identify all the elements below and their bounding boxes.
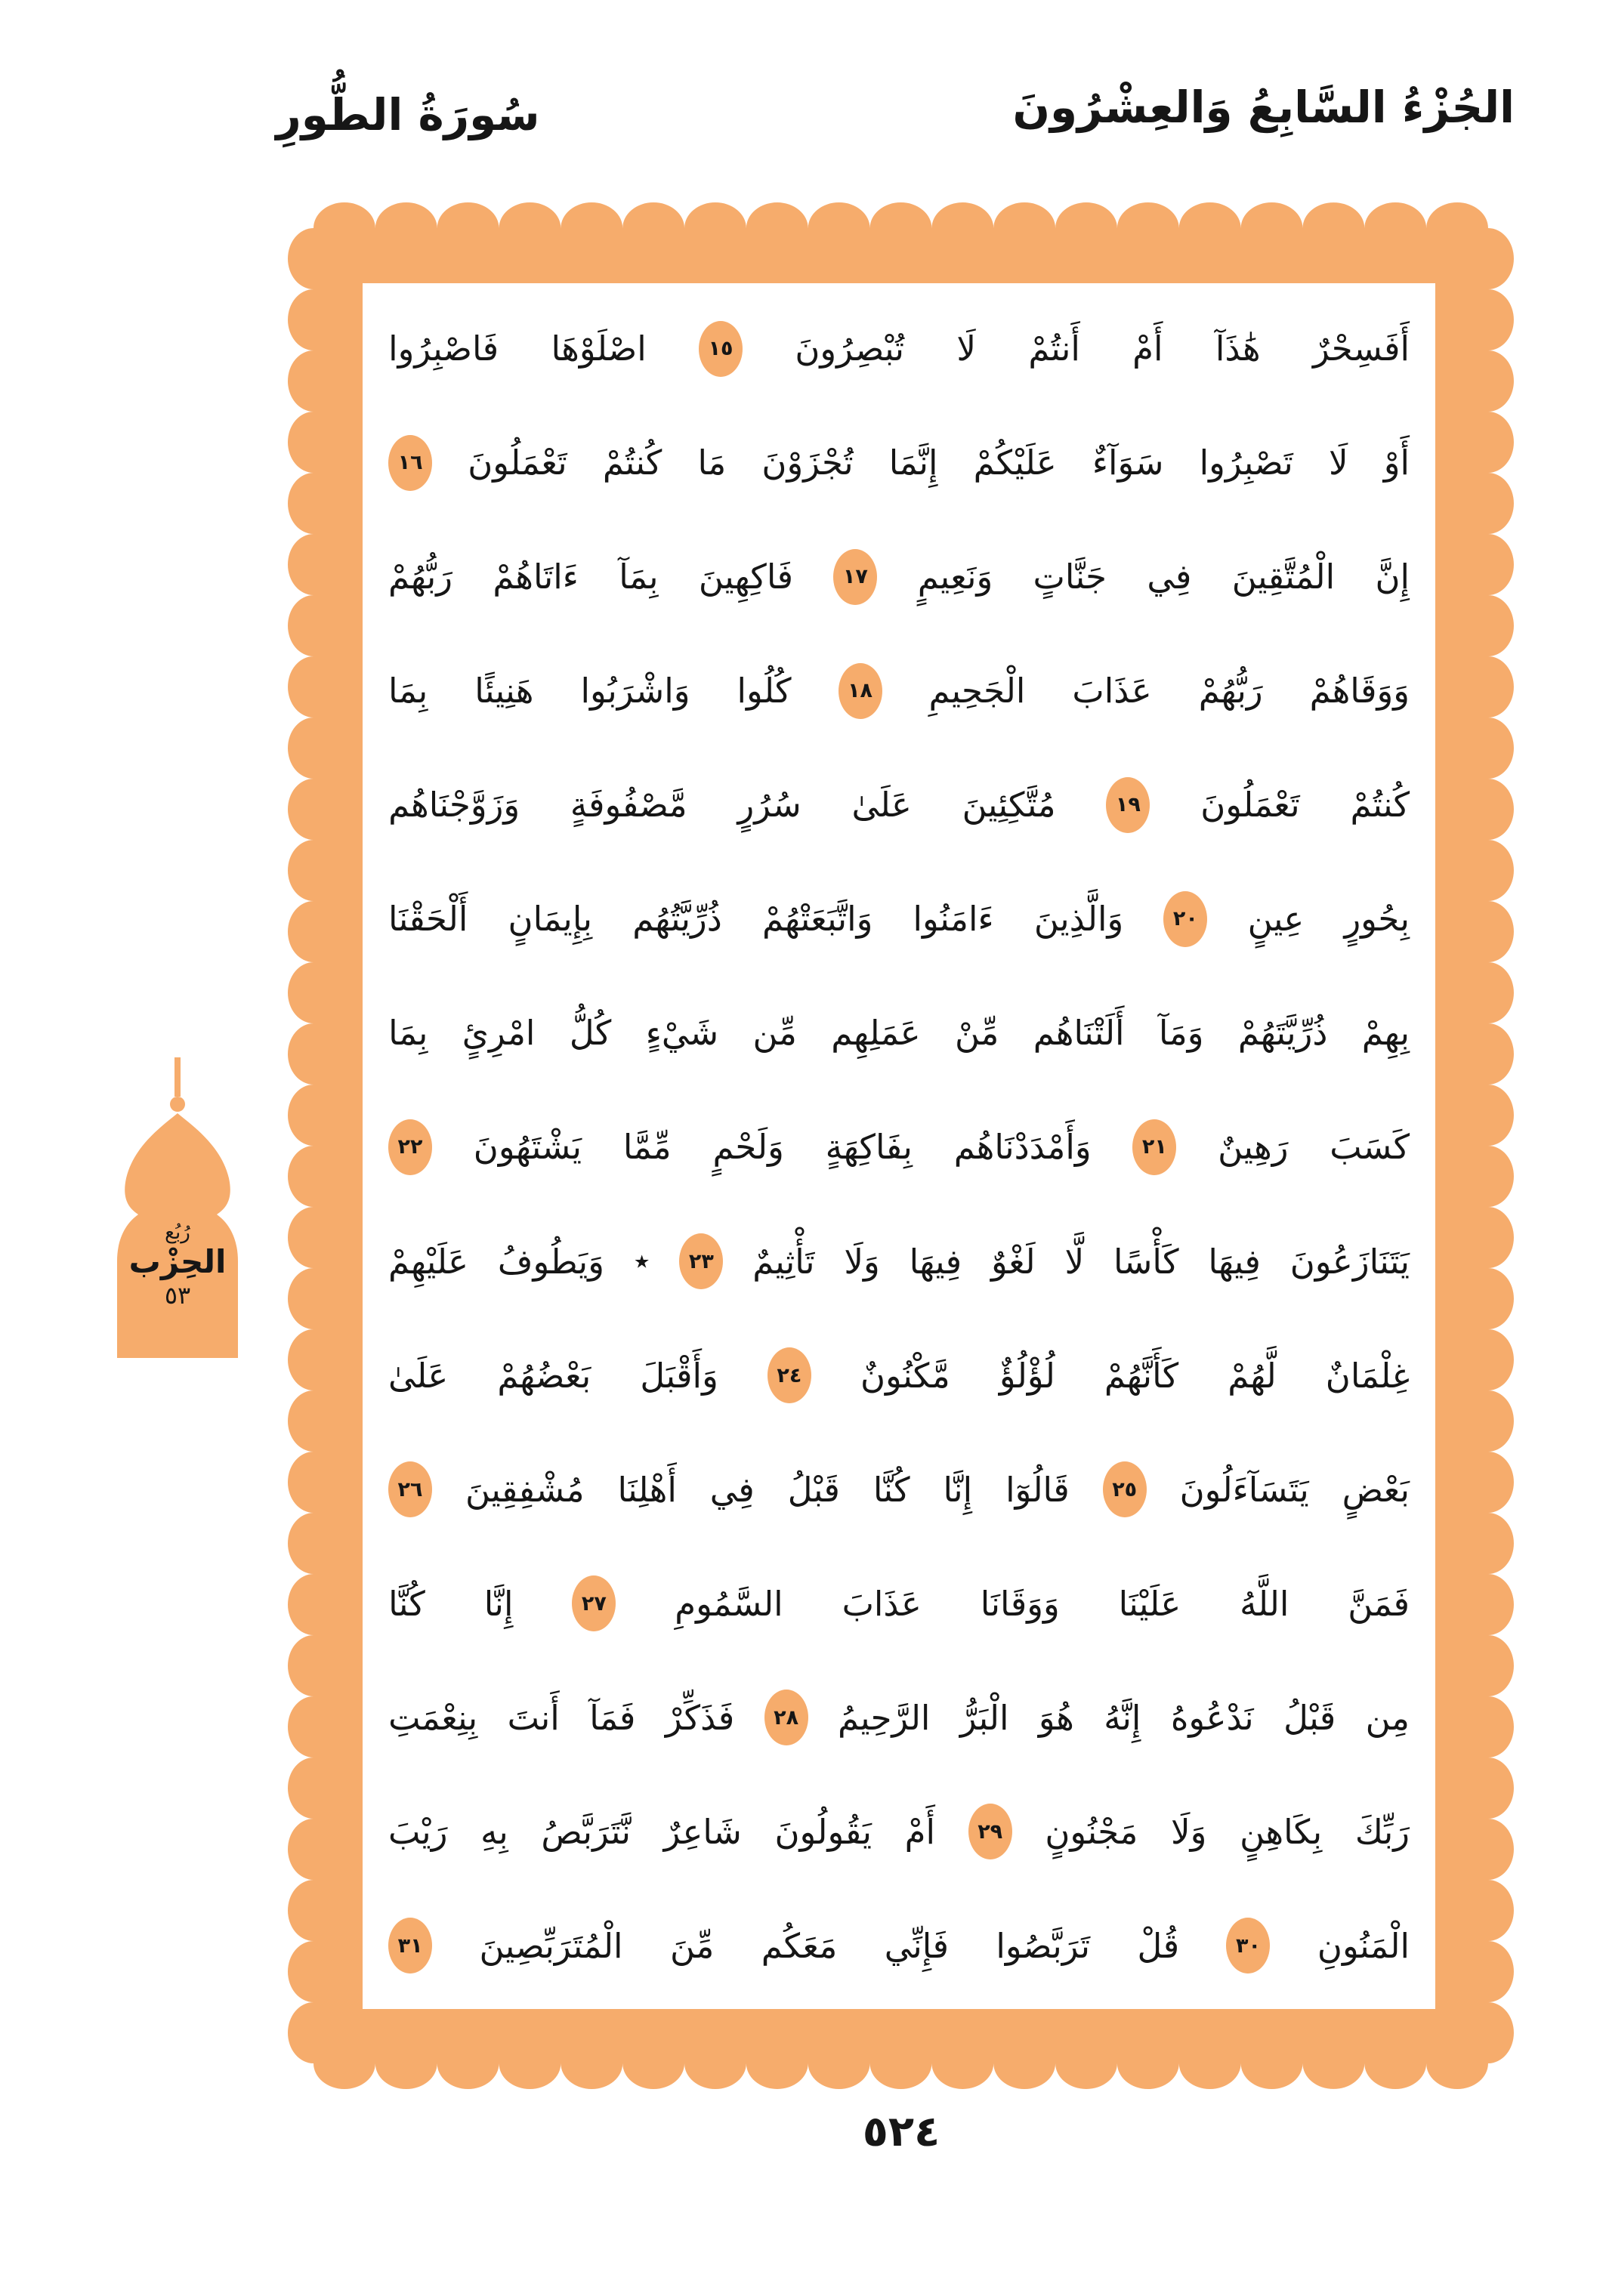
quran-word: أَنتَ	[507, 1697, 560, 1738]
quran-word: لَا	[1328, 443, 1348, 483]
quran-word: وَنَعِيمٍ	[917, 557, 993, 597]
quran-word: السَّمُومِ	[675, 1583, 783, 1624]
quran-word: إِنَّ	[1375, 557, 1410, 597]
rub-el-hizb-star-icon: ٭	[633, 1244, 650, 1279]
quran-word: تَعْمَلُونَ	[468, 443, 567, 483]
hizb-marker-number: ٥٣	[164, 1281, 191, 1310]
quran-line	[388, 292, 1410, 406]
quran-word: وَلَا	[844, 1241, 880, 1282]
quran-word: تُبْصِرُونَ	[795, 329, 905, 369]
ayah-marker: ٢٠	[1163, 891, 1207, 947]
ayah-marker: ١٨	[839, 663, 882, 719]
quran-line	[388, 1205, 1410, 1319]
quran-word: يَتَسَآءَلُونَ	[1179, 1469, 1309, 1510]
quran-word: الْجَحِيمِ	[928, 671, 1026, 711]
quran-word: كُنَّا	[872, 1469, 910, 1510]
quran-line	[388, 862, 1410, 976]
quran-line	[388, 1547, 1410, 1661]
quran-word: قُلْ	[1137, 1925, 1180, 1966]
quran-word: ءَامَنُوا	[913, 899, 994, 940]
ayah-marker: ٢١	[1132, 1119, 1176, 1175]
quran-word: عَلَيْكُمْ	[973, 443, 1057, 483]
hizb-marker-label	[102, 1222, 253, 1310]
surah-title: سُورَةُ الطُّورِ	[276, 89, 540, 140]
ayah-marker: ١٥	[699, 321, 743, 377]
quran-line	[388, 520, 1410, 634]
quran-word: كُنتُمْ	[1350, 785, 1410, 826]
quran-word: مُتَّكِئِينَ	[962, 785, 1056, 826]
quran-word: إِنَّهُ	[1104, 1697, 1141, 1738]
quran-word: عَمَلِهِم	[831, 1013, 921, 1054]
quran-line	[388, 1319, 1410, 1433]
quran-word: بِهِ	[480, 1811, 508, 1852]
quran-word: بِإِيمَانٍ	[508, 899, 593, 940]
quran-word: امْرِئٍ	[462, 1013, 536, 1054]
quran-word: كُنتُمْ	[602, 443, 662, 483]
quran-word: عَلَيْنَا	[1118, 1583, 1181, 1624]
quran-word: جَنَّاتٍ	[1033, 557, 1107, 597]
ayah-marker: ٢٥	[1103, 1461, 1147, 1517]
quran-word: بِفَاكِهَةٍ	[825, 1127, 913, 1168]
quran-word: قَالُوٓا	[1005, 1469, 1070, 1510]
quran-word: رَبِّكَ	[1354, 1811, 1410, 1852]
dome-icon	[102, 1057, 253, 1359]
quran-line	[388, 1090, 1410, 1204]
quran-word: عَلَىٰ	[388, 1355, 449, 1396]
quran-line	[388, 1775, 1410, 1889]
quran-word: وَزَوَّجْنَاهُم	[388, 785, 520, 826]
quran-word: لَا	[956, 329, 977, 369]
quran-word: مِّنَ	[669, 1925, 715, 1966]
quran-word: مِن	[1365, 1697, 1410, 1738]
quran-word: لُؤْلُؤٌ	[999, 1355, 1055, 1396]
quran-word: رَيْبَ	[388, 1811, 448, 1852]
quran-word: مِّنْ	[955, 1013, 999, 1054]
quran-word: أَمْ	[904, 1811, 936, 1852]
quran-word: ذُرِّيَّتَهُمْ	[1237, 1013, 1328, 1054]
quran-word: فَاكِهِينَ	[698, 557, 794, 597]
quran-word: وَالَّذِينَ	[1033, 899, 1124, 940]
quran-word: الْبَرُّ	[959, 1697, 1009, 1738]
quran-word: وَأَقْبَلَ	[640, 1355, 718, 1396]
quran-word: غِلْمَانٌ	[1325, 1355, 1410, 1396]
quran-word: بِمَآ	[619, 557, 659, 597]
quran-word: إِنَّا	[483, 1583, 514, 1624]
ayah-marker: ١٩	[1106, 777, 1150, 833]
quran-word: فَاصْبِرُوا	[388, 329, 499, 369]
quran-word: أَهْلِنَا	[617, 1469, 677, 1510]
quran-word: الْمَنُونِ	[1317, 1925, 1410, 1966]
quran-word: فِي	[1147, 557, 1192, 597]
quran-word: ذُرِّيَّتُهُم	[632, 899, 722, 940]
quran-word: بَعْضُهُمْ	[497, 1355, 591, 1396]
quran-word: وَوَقَانَا	[980, 1583, 1060, 1624]
quran-word: بِحُورٍ	[1344, 899, 1410, 940]
quran-word: رَبُّهُمْ	[388, 557, 452, 597]
quran-word: رَبُّهُمْ	[1198, 671, 1263, 711]
quran-word: كُنَّا	[388, 1583, 425, 1624]
quran-word: رَهِينٌ	[1218, 1127, 1289, 1168]
quran-word: اصْلَوْهَا	[551, 329, 647, 369]
quran-word: شَاعِرٌ	[663, 1811, 742, 1852]
quran-word: يَقُولُونَ	[774, 1811, 872, 1852]
quran-word: يَتَنَازَعُونَ	[1289, 1241, 1410, 1282]
quran-word: ءَاتَاهُمْ	[493, 557, 579, 597]
quran-word: بَعْضٍ	[1342, 1469, 1410, 1510]
quran-word: كَأَنَّهُمْ	[1104, 1355, 1179, 1396]
quran-word: تَأْثِيمٌ	[752, 1241, 815, 1282]
quran-word: قَبْلُ	[787, 1469, 840, 1510]
quran-word: تَرَبَّصُوا	[996, 1925, 1091, 1966]
quran-word: أَمْ	[1132, 329, 1163, 369]
quran-word: عَلَيْهِمْ	[388, 1241, 469, 1282]
quran-word: كُلُوا	[737, 671, 792, 711]
quran-line	[388, 976, 1410, 1090]
ayah-marker: ٢٨	[764, 1690, 808, 1745]
page-number: ٥٢٤	[862, 2107, 940, 2156]
quran-line	[388, 634, 1410, 748]
quran-word: الْمُتَرَبِّصِينَ	[479, 1925, 623, 1966]
quran-word: وَوَقَاهُمْ	[1309, 671, 1410, 711]
quran-word: هَنِيئًا	[474, 671, 534, 711]
ayah-marker: ٢٤	[767, 1347, 811, 1403]
quran-word: عَلَىٰ	[851, 785, 912, 826]
quran-word: إِنَّمَا	[888, 443, 938, 483]
quran-word: عَذَابَ	[1072, 671, 1152, 711]
quran-word: وَمَآ	[1158, 1013, 1204, 1054]
ayah-marker: ٢٣	[679, 1233, 723, 1289]
quran-word: اللَّهُ	[1240, 1583, 1289, 1624]
quran-line	[388, 1889, 1410, 2003]
quran-word: فَمَنَّ	[1348, 1583, 1410, 1624]
quran-word: وَأَمْدَدْنَاهُم	[953, 1127, 1092, 1168]
quran-word: وَاتَّبَعَتْهُمْ	[762, 899, 873, 940]
quran-word: بِكَاهِنٍ	[1240, 1811, 1323, 1852]
quran-word: فَمَآ	[589, 1697, 636, 1738]
quran-word: فِي	[709, 1469, 755, 1510]
quran-word: تَعْمَلُونَ	[1200, 785, 1300, 826]
quran-word: بِنِعْمَتِ	[388, 1697, 478, 1738]
quran-word: شَيْءٍ	[645, 1013, 719, 1054]
quran-word: سَوَآءٌ	[1092, 443, 1164, 483]
quran-word: فِيهَا	[909, 1241, 962, 1282]
quran-word: الرَّحِيمُ	[838, 1697, 931, 1738]
quran-word: مُشْفِقِينَ	[465, 1469, 585, 1510]
ayah-marker: ١٧	[833, 549, 877, 605]
ayah-marker: ٣١	[388, 1918, 432, 1974]
quran-line	[388, 406, 1410, 520]
quran-word: مَّصْفُوفَةٍ	[570, 785, 687, 826]
quran-line	[388, 1433, 1410, 1547]
quran-word: كَسَبَ	[1330, 1127, 1410, 1168]
quran-word: مَعَكُم	[761, 1925, 838, 1966]
quran-word: فَإِنِّي	[884, 1925, 950, 1966]
quran-word: لَغْوٌ	[990, 1241, 1036, 1282]
quran-word: أَلْحَقْنَا	[388, 899, 468, 940]
quran-word: فَذَكِّرْ	[665, 1697, 735, 1738]
quran-word: مَا	[697, 443, 727, 483]
quran-word: الْمُتَّقِينَ	[1231, 557, 1336, 597]
quran-word: نَّتَرَبَّصُ	[541, 1811, 632, 1852]
ayah-marker: ٣٠	[1226, 1918, 1270, 1974]
quran-word: هَٰذَآ	[1215, 329, 1261, 369]
quran-word: نَدْعُوهُ	[1170, 1697, 1254, 1738]
ayah-marker: ٢٩	[968, 1804, 1012, 1859]
quran-word: هُوَ	[1038, 1697, 1074, 1738]
quran-line	[388, 748, 1410, 862]
quran-word: إِنَّا	[943, 1469, 973, 1510]
quran-word: يَشْتَهُونَ	[473, 1127, 582, 1168]
juz-title: الجُزْءُ السَّابِعُ وَالعِشْرُونَ	[1012, 82, 1515, 133]
ayah-marker: ٢٧	[572, 1575, 616, 1631]
quran-word: وَاشْرَبُوا	[580, 671, 690, 711]
quran-word: مَجْنُونٍ	[1045, 1811, 1138, 1852]
quran-word: وَلَحْمٍ	[712, 1127, 784, 1168]
quran-word: مِّمَّا	[622, 1127, 672, 1168]
quran-word: قَبْلُ	[1283, 1697, 1336, 1738]
hizb-marker-rub-label: رُبُع	[165, 1221, 190, 1244]
hizb-marker	[102, 1057, 253, 1359]
hizb-marker-hizb-label: الحِزْب	[128, 1243, 227, 1281]
quran-word: بِهِمْ	[1361, 1013, 1410, 1054]
ayah-marker: ٢٦	[388, 1461, 432, 1517]
quran-word: أَوْ	[1383, 443, 1410, 483]
quran-word: لَّهُمْ	[1228, 1355, 1277, 1396]
quran-word: أَلَتْنَاهُم	[1033, 1013, 1125, 1054]
quran-word: مَّكْنُونٌ	[860, 1355, 950, 1396]
ayah-marker: ١٦	[388, 435, 432, 491]
quran-word: فِيهَا	[1208, 1241, 1261, 1282]
quran-word: أَنتُمْ	[1028, 329, 1080, 369]
quran-word: وَيَطُوفُ	[497, 1241, 604, 1282]
quran-word: مِّن	[752, 1013, 797, 1054]
quran-word: تَصْبِرُوا	[1199, 443, 1293, 483]
quran-word: وَلَا	[1171, 1811, 1207, 1852]
quran-word: لَّا	[1064, 1241, 1085, 1282]
quran-word: عِينٍ	[1247, 899, 1305, 940]
quran-word: كُلُّ	[569, 1013, 612, 1054]
quran-word: سُرُرٍ	[737, 785, 801, 826]
quran-word: أَفَسِحْرٌ	[1312, 329, 1410, 369]
quran-word: بِمَا	[388, 1013, 428, 1054]
ayah-marker: ٢٢	[388, 1119, 432, 1175]
quran-line	[388, 1661, 1410, 1775]
quran-word: عَذَابَ	[842, 1583, 922, 1624]
quran-text-area	[363, 285, 1435, 2009]
quran-word: تُجْزَوْنَ	[761, 443, 854, 483]
quran-word: كَأْسًا	[1113, 1241, 1179, 1282]
quran-word: بِمَا	[388, 671, 428, 711]
